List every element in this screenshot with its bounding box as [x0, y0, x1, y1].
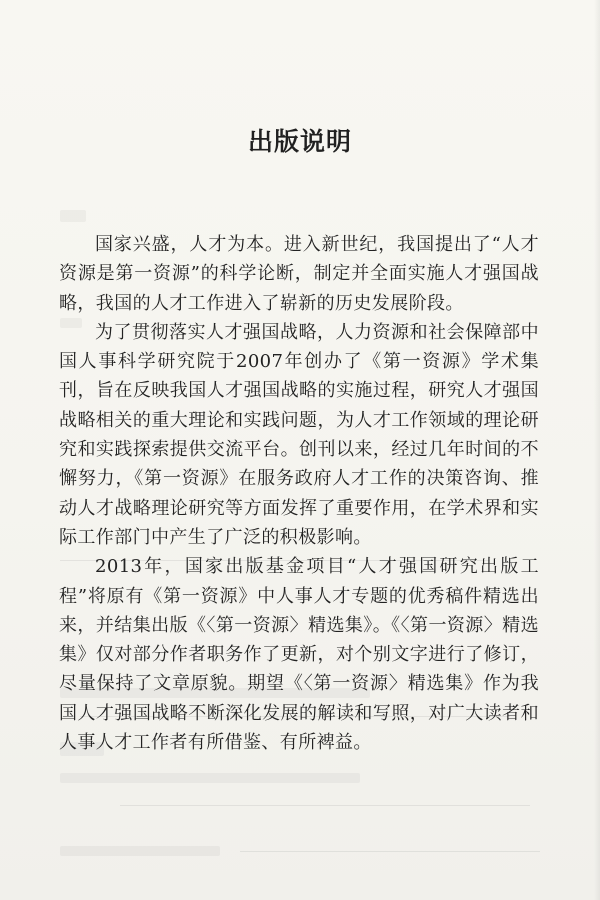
paragraph-3: 2013年，国家出版基金项目“人才强国研究出版工程”将原有《第一资源》中人事人才专题的优秀稿件精选出来，并结集出版《〈第一资源〉精选集》。《〈第一资源〉精选集》仅对部分作者职务作了更新，对个别文字进行了修订，尽量保持了文章原貌。期望《〈第一资源〉精选集》作为我国人才强国战略不断深化发展的解读和写照，对广大读者和人事人才工作者有所借鉴、有所裨益。: [59, 556, 539, 754]
body-text: [59, 230, 539, 757]
page-title: 出版说明: [247, 127, 352, 156]
paragraph-2: 为了贯彻落实人才强国战略，人力资源和社会保障部中国人事科学研究院于2007年创办了《第一资源》学术集刊，旨在反映我国人才强国战略的实施过程，研究人才强国战略相关的重大理论和实践问题，为人才工作领域的理论研究和实践探索提供交流平台。创刊以来，经过几年时间的不懈努力，《第一资源》在服务政府人才工作的决策咨询、推动人才战略理论研究等方面发挥了重要作用，在学术界和实际工作部门中产生了广泛的积极影响。: [59, 321, 539, 548]
page-edge-shade: [594, 0, 600, 900]
paragraph-1: 国家兴盛，人才为本。进入新世纪，我国提出了“人才资源是第一资源”的科学论断，制定并全面实施人才强国战略，我国的人才工作进入了崭新的历史发展阶段。: [59, 234, 539, 314]
